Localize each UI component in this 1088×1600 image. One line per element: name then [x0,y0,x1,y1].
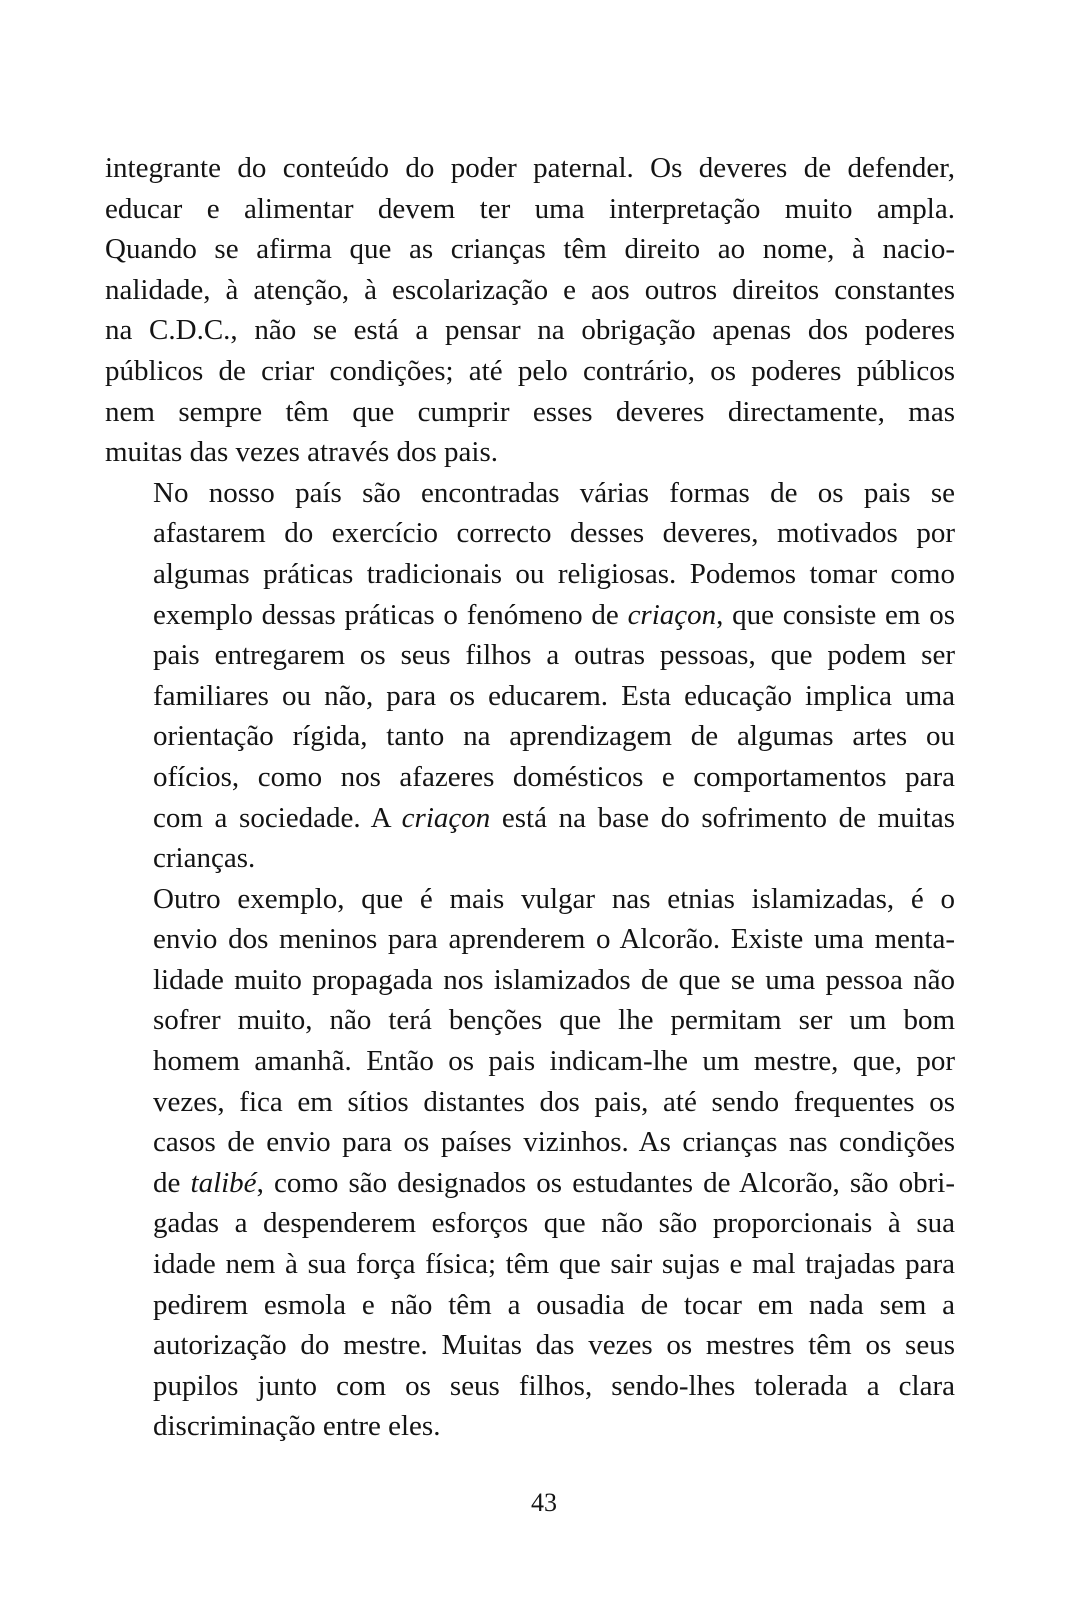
text-line: lidade muito propagada nos islamizados de que se uma pessoa não [153,963,955,996]
text-line: No nosso país são encontradas várias formas de os pais se [153,476,955,509]
text-line: familiares ou não, para os educarem. Esta educação implica uma [153,679,955,712]
text-line: homem amanhã. Então os pais indicam-lhe um mestre, que, por [153,1045,955,1078]
text-line: muitas das vezes através dos pais. [105,436,499,469]
text-line: públicos de criar condições; até pelo contrário, os poderes públicos [105,354,955,387]
text-line: discriminação entre eles. [153,1410,441,1443]
text-line: crianças. [153,842,256,875]
text-line: envio dos meninos para aprenderem o Alcorão. Existe uma menta- [153,923,955,956]
text-line: exemplo dessas práticas o fenómeno de criaçon, que consiste em os [153,598,955,631]
text-line: casos de envio para os países vizinhos. As crianças nas condições [153,1126,955,1159]
page-number: 43 [531,1488,557,1517]
text-line: na C.D.C., não se está a pensar na obrigação apenas dos poderes [105,314,955,347]
italic-term: criaçon [627,598,717,631]
italic-term: criaçon [401,801,491,834]
body-text [105,148,955,1447]
text-line: nem sempre têm que cumprir esses deveres directamente, mas [105,395,955,428]
text-line: com a sociedade. A criaçon está na base do sofrimento de muitas [153,801,955,834]
text-line: ofícios, como nos afazeres domésticos e comportamentos para [153,760,955,793]
text-line: gadas a despenderem esforços que não são proporcionais à sua [153,1207,955,1240]
italic-term: talibé [190,1166,257,1199]
text-line: pedirem esmola e não têm a ousadia de tocar em nada sem a [153,1288,955,1321]
text-line: educar e alimentar devem ter uma interpretação muito ampla. [105,192,955,225]
text-line: idade nem à sua força física; têm que sair sujas e mal trajadas para [153,1248,955,1281]
text-line: Outro exemplo, que é mais vulgar nas etnias islamizadas, é o [153,882,955,915]
paragraph [105,473,955,879]
text-line: pais entregarem os seus filhos a outras pessoas, que podem ser [153,639,955,672]
text-line: afastarem do exercício correcto desses deveres, motivados por [153,517,955,550]
text-line: orientação rígida, tanto na aprendizagem de algumas artes ou [153,720,955,753]
text-line: de talibé, como são designados os estudantes de Alcorão, são obri- [153,1166,956,1199]
text-line: vezes, fica em sítios distantes dos pais, até sendo frequentes os [153,1085,955,1118]
text-line: algumas práticas tradicionais ou religiosas. Podemos tomar como [153,557,955,590]
text-line: nalidade, à atenção, à escolarização e aos outros direitos constantes [105,273,955,306]
paragraph [105,879,955,1447]
text-line: autorização do mestre. Muitas das vezes os mestres têm os seus [153,1329,955,1362]
text-line: Quando se afirma que as crianças têm direito ao nome, à nacio- [105,233,955,266]
text-line: integrante do conteúdo do poder paternal. Os deveres de defender, [105,152,955,184]
paragraph [105,148,955,473]
text-line: sofrer muito, não terá benções que lhe permitam ser um bom [153,1004,955,1037]
text-line: pupilos junto com os seus filhos, sendo-lhes tolerada a clara [153,1369,955,1402]
